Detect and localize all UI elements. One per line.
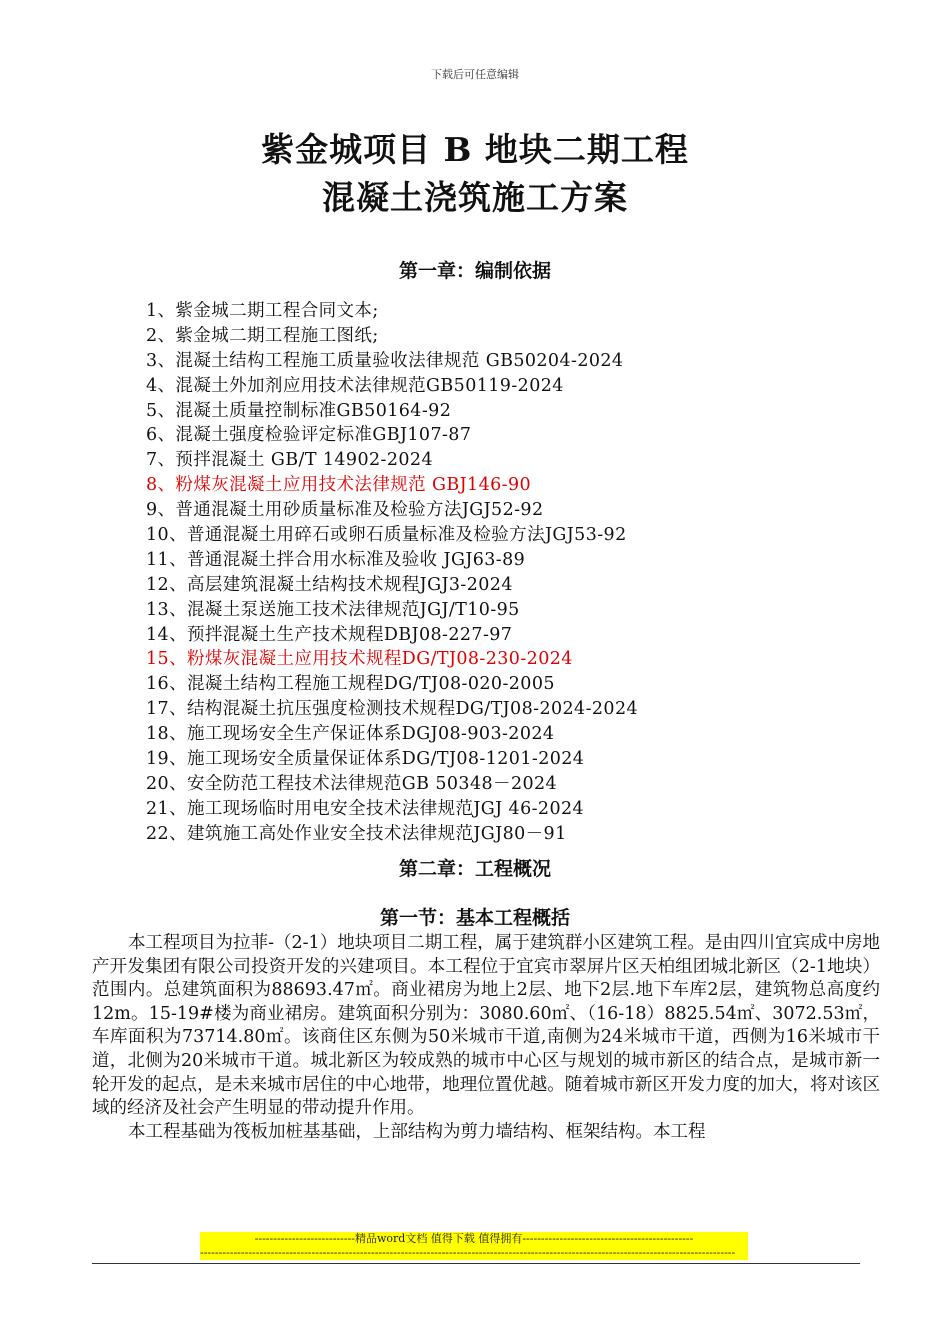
reference-item: 3、混凝土结构工程施工质量验收法律规范 GB50204-2024 [146, 350, 624, 371]
footer-divider [92, 1263, 860, 1264]
reference-item: 5、混凝土质量控制标准GB50164-92 [146, 400, 452, 421]
reference-item: 14、预拌混凝土生产技术规程DBJ08-227-97 [146, 624, 513, 645]
reference-item: 20、安全防范工程技术法律规范GB 50348－2024 [146, 773, 558, 794]
reference-item: 8、粉煤灰混凝土应用技术法律规范 GBJ146-90 [146, 475, 532, 496]
reference-item: 7、预拌混凝土 GB/T 14902-2024 [146, 450, 433, 471]
chapter-heading-2: 第二章：工程概况 [398, 858, 551, 880]
body-text [92, 932, 880, 1144]
reference-item: 4、混凝土外加剂应用技术法律规范GB50119-2024 [146, 375, 564, 396]
chapter-heading-1: 第一章：编制依据 [398, 260, 551, 282]
reference-item: 9、普通混凝土用砂质量标准及检验方法JGJ52-92 [146, 500, 544, 521]
footer-banner-dashes: ------------------------------------------------------------------------------------------------------------------------------------------------ [200, 1246, 736, 1259]
reference-item: 21、施工现场临时用电安全技术法律规范JGJ 46-2024 [146, 798, 585, 819]
reference-item: 17、结构混凝土抗压强度检测技术规程DG/TJ08-2024-2024 [146, 699, 639, 720]
section-heading-1: 第一节：基本工程概括 [379, 907, 570, 929]
header-note: 下载后可任意编辑 [431, 68, 519, 81]
footer-banner [200, 1232, 748, 1260]
reference-item: 13、混凝土泵送施工技术法律规范JGJ/T10-95 [146, 599, 520, 620]
reference-item: 16、混凝土结构工程施工规程DG/TJ08-020-2005 [146, 674, 555, 695]
reference-item: 2、紫金城二期工程施工图纸; [146, 325, 379, 346]
reference-item: 1、紫金城二期工程合同文本; [146, 301, 379, 321]
reference-item: 12、高层建筑混凝土结构技术规程JGJ3-2024 [146, 574, 513, 595]
reference-item: 11、普通混凝土拌合用水标准及验收 JGJ63-89 [146, 549, 526, 570]
paragraph: 本工程项目为拉菲-（2-1）地块项目二期工程，属于建筑群小区建筑工程。是由四川宜宾成中房地产开发集团有限公司投资开发的兴建项目。本工程位于宜宾市翠屏片区天柏组团城北新区（2-1地块）范围内。总建筑面积为88693.47㎡。商业裙房为地上2层、地下2层.地下车库2层，建筑物总高度约12m。15-19#楼为商业裙房。建筑面积分别为：3080.60㎡、（16-18）8825.54㎡、3072.53㎡，车库面积为73714.80㎡。该商住区东侧为50米城市干道,南侧为24米城市干道，西侧为16米城市干道，北侧为20米城市干道。城北新区为较成熟的城市中心区与规划的城市新区的结合点，是城市新一轮开发的起点，是未来城市居住的中心地带，地理位置优越。随着城市新区开发力度的加大，将对该区域的经济及社会产生明显的带动提升作用。 [92, 933, 880, 1119]
reference-item: 19、施工现场安全质量保证体系DG/TJ08-1201-2024 [146, 749, 585, 770]
paragraph: 本工程基础为筏板加桩基基础，上部结构为剪力墙结构、框架结构。本工程 [128, 1121, 706, 1142]
reference-item: 15、粉煤灰混凝土应用技术规程DG/TJ08-230-2024 [146, 649, 573, 670]
reference-item: 22、建筑施工高处作业安全技术法律规范JGJ80－91 [146, 823, 567, 844]
reference-item: 18、施工现场安全生产保证体系DGJ08-903-2024 [146, 724, 555, 745]
footer-banner-text: ---------------------------精品word文档 值得下载 值得拥有---------------------------------------------- [254, 1232, 694, 1245]
reference-list [146, 299, 866, 847]
reference-item: 6、混凝土强度检验评定标准GBJ107-87 [146, 425, 472, 446]
reference-item: 10、普通混凝土用碎石或卵石质量标准及检验方法JGJ53-92 [146, 525, 627, 546]
document-title-line2: 混凝土浇筑施工方案 [322, 178, 628, 217]
document-title-line1: 紫金城项目 B 地块二期工程 [261, 130, 689, 169]
